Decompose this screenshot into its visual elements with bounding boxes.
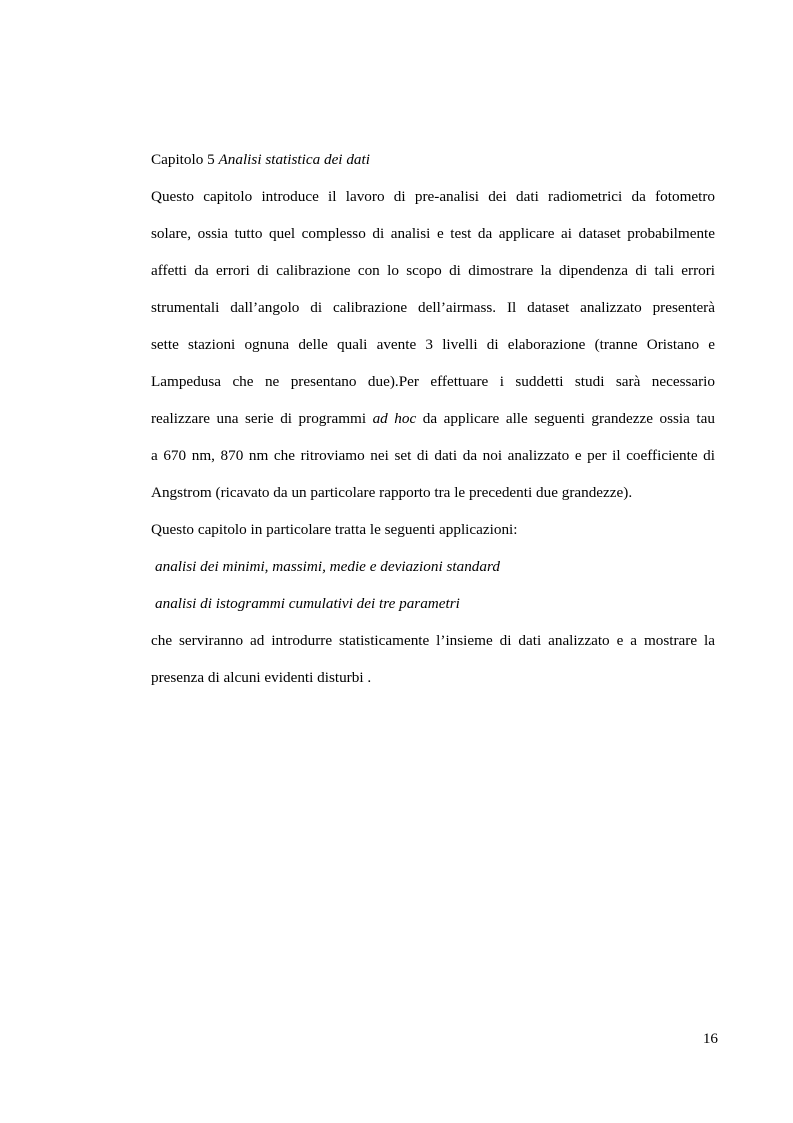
chapter-label: Capitolo 5 (151, 151, 215, 168)
paragraph-line: Lampedusa che ne presentano due).Per effettuare i suddetti studi sarà necessario (151, 373, 715, 390)
applications-list (151, 554, 715, 628)
paragraph-line: che serviranno ad introdurre statisticamente l’insieme di dati analizzato e a mostrare la (151, 632, 715, 649)
page-content (151, 147, 715, 702)
chapter-title: Analisi statistica dei dati (218, 151, 370, 168)
list-item: analisi di istogrammi cumulativi dei tre parametri (155, 595, 460, 612)
text-span: realizzare una serie di programmi (151, 410, 373, 427)
chapter-heading (151, 147, 715, 184)
paragraph-2 (151, 628, 715, 702)
paragraph-line: solare, ossia tutto quel complesso di analisi e test da applicare ai dataset probabilmente (151, 225, 715, 242)
paragraph-line: sette stazioni ognuna delle quali avente 3 livelli di elaborazione (tranne Oristano e (151, 336, 715, 353)
list-item: analisi dei minimi, massimi, medie e deviazioni standard (155, 558, 500, 575)
list-intro: Questo capitolo in particolare tratta le seguenti applicazioni: (151, 521, 518, 538)
paragraph-line: a 670 nm, 870 nm che ritroviamo nei set di dati da noi analizzato e per il coefficiente di (151, 447, 715, 464)
paragraph-line: affetti da errori di calibrazione con lo scopo di dimostrare la dipendenza di tali errori (151, 262, 715, 279)
page-number: 16 (702, 1030, 718, 1047)
paragraph-1 (151, 184, 715, 517)
text-span: da applicare alle seguenti grandezze ossia tau (416, 410, 715, 427)
italic-term: ad hoc (372, 410, 417, 427)
paragraph-line-last: Angstrom (ricavato da un particolare rapporto tra le precedenti due grandezze). (151, 484, 633, 501)
paragraph-line: strumentali dall’angolo di calibrazione dell’airmass. Il dataset analizzato presenterà (151, 299, 715, 316)
paragraph-line-last: presenza di alcuni evidenti disturbi . (151, 669, 372, 686)
paragraph-line: Questo capitolo introduce il lavoro di pre-analisi dei dati radiometrici da fotometro (151, 188, 715, 205)
paragraph-line-mixed (151, 406, 715, 443)
